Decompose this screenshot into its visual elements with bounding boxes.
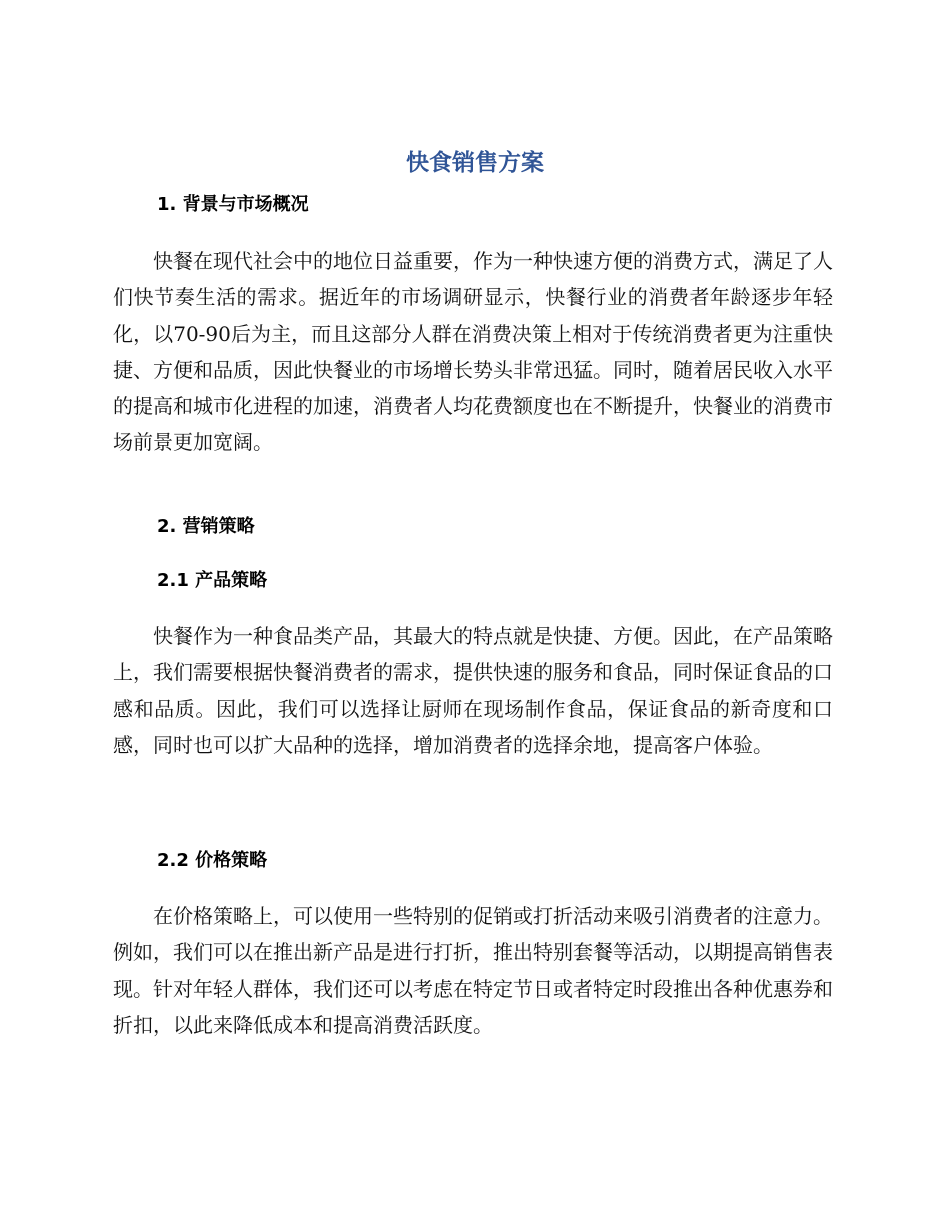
document-title: 快食销售方案 <box>406 150 544 176</box>
section-heading-product-strategy: 2.1 产品策略 <box>157 570 268 591</box>
section-heading-marketing-strategy: 2. 营销策略 <box>157 516 255 537</box>
section-heading-background: 1. 背景与市场概况 <box>157 194 309 215</box>
paragraph-product-strategy: 快餐作为一种食品类产品，其最大的特点就是快捷、方便。因此，在产品策略上，我们需要根据快餐消费者的需求，提供快速的服务和食品，同时保证食品的口感和品质。因此，我们可以选择让厨师在现场制作食品，保证食品的新奇度和口感，同时也可以扩大品种的选择，增加消费者的选择余地，提高客户体验。 <box>113 624 833 757</box>
section-heading-price-strategy: 2.2 价格策略 <box>157 850 268 871</box>
paragraph-background: 快餐在现代社会中的地位日益重要，作为一种快速方便的消费方式，满足了人们快节奏生活的需求。据近年的市场调研显示，快餐行业的消费者年龄逐步年轻化，以70-90后为主，而且这部分人群在消费决策上相对于传统消费者更为注重快捷、方便和品质，因此快餐业的市场增长势头非常迅猛。同时，随着居民收入水平的提高和城市化进程的加速，消费者人均花费额度也在不断提升，快餐业的消费市场前景更加宽阔。 <box>113 249 833 455</box>
paragraph-price-strategy: 在价格策略上，可以使用一些特别的促销或打折活动来吸引消费者的注意力。例如，我们可以在推出新产品是进行打折，推出特别套餐等活动，以期提高销售表现。针对年轻人群体，我们还可以考虑在特定节日或者特定时段推出各种优惠券和折扣，以此来降低成本和提高消费活跃度。 <box>113 904 833 1037</box>
